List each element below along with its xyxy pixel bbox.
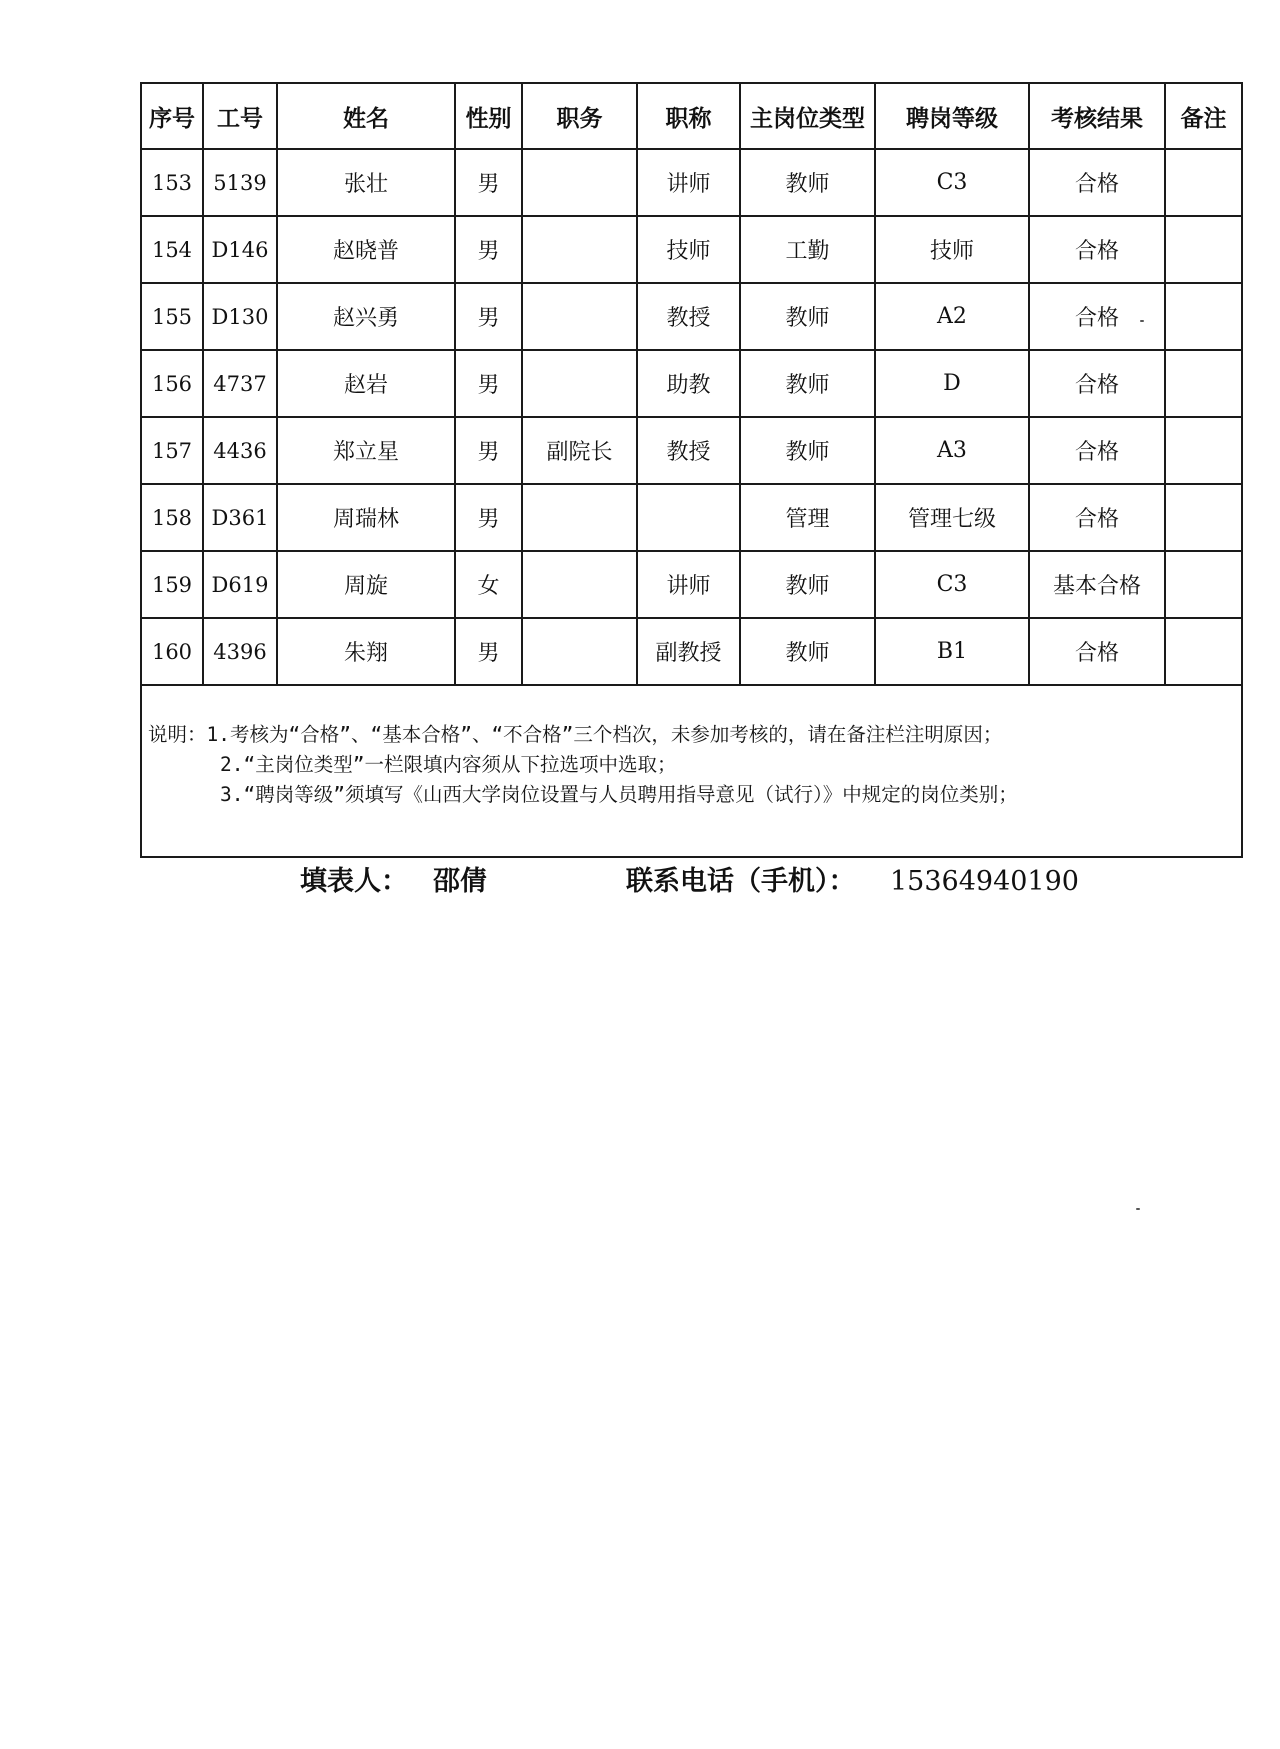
cell-no: 155 <box>141 283 203 350</box>
header-cell-grade: 聘岗等级 <box>875 83 1029 149</box>
assessment-table <box>140 82 1243 858</box>
table-body <box>141 149 1242 857</box>
cell-title: 副教授 <box>637 618 740 685</box>
table-row <box>141 149 1242 216</box>
phone-label: 联系电话（手机）： <box>626 866 856 897</box>
table-row <box>141 283 1242 350</box>
cell-remark <box>1165 484 1242 551</box>
table-row <box>141 618 1242 685</box>
cell-duty: 副院长 <box>522 417 637 484</box>
cell-name: 赵兴勇 <box>277 283 455 350</box>
assessment-sheet <box>140 82 1241 858</box>
cell-no: 159 <box>141 551 203 618</box>
cell-post-type: 教师 <box>740 618 875 685</box>
cell-name: 周瑞林 <box>277 484 455 551</box>
cell-name: 郑立星 <box>277 417 455 484</box>
cell-no: 157 <box>141 417 203 484</box>
cell-grade: A2 <box>875 283 1029 350</box>
cell-grade: B1 <box>875 618 1029 685</box>
cell-id: D619 <box>203 551 277 618</box>
header-cell-result: 考核结果 <box>1029 83 1165 149</box>
cell-grade: C3 <box>875 149 1029 216</box>
cell-result: 合格 <box>1029 149 1165 216</box>
cell-name: 周旋 <box>277 551 455 618</box>
cell-result: 基本合格 <box>1029 551 1165 618</box>
cell-post-type: 教师 <box>740 350 875 417</box>
cell-grade: 管理七级 <box>875 484 1029 551</box>
cell-remark <box>1165 417 1242 484</box>
cell-name: 赵晓普 <box>277 216 455 283</box>
filler-name: 邵倩 <box>433 866 487 897</box>
cell-name: 张壮 <box>277 149 455 216</box>
note-line-3: 3.“聘岗等级”须填写《山西大学岗位设置与人员聘用指导意见（试行）》中规定的岗位类别； <box>220 783 1018 806</box>
cell-title: 助教 <box>637 350 740 417</box>
header-cell-no: 序号 <box>141 83 203 149</box>
header-cell-gender: 性别 <box>455 83 522 149</box>
cell-post-type: 教师 <box>740 551 875 618</box>
note-line-2: 2.“主岗位类型”一栏限填内容须从下拉选项中选取； <box>220 753 677 776</box>
cell-duty <box>522 350 637 417</box>
header-cell-title: 职称 <box>637 83 740 149</box>
cell-result: 合格 <box>1029 350 1165 417</box>
cell-no: 154 <box>141 216 203 283</box>
table-row <box>141 417 1242 484</box>
form-footer <box>300 862 1200 902</box>
cell-title: 技师 <box>637 216 740 283</box>
cell-duty <box>522 149 637 216</box>
header-row <box>141 83 1242 149</box>
scan-speck <box>1136 1208 1140 1210</box>
cell-title: 讲师 <box>637 149 740 216</box>
cell-no: 156 <box>141 350 203 417</box>
cell-duty <box>522 618 637 685</box>
cell-id: 4737 <box>203 350 277 417</box>
cell-remark <box>1165 216 1242 283</box>
table-row <box>141 484 1242 551</box>
cell-no: 158 <box>141 484 203 551</box>
cell-remark <box>1165 283 1242 350</box>
table-row <box>141 551 1242 618</box>
cell-no: 153 <box>141 149 203 216</box>
cell-remark <box>1165 350 1242 417</box>
cell-remark <box>1165 149 1242 216</box>
notes-block <box>148 686 1233 810</box>
cell-gender: 男 <box>455 149 522 216</box>
cell-grade: D <box>875 350 1029 417</box>
header-cell-remark: 备注 <box>1165 83 1242 149</box>
cell-duty <box>522 551 637 618</box>
header-cell-post-type: 主岗位类型 <box>740 83 875 149</box>
cell-gender: 男 <box>455 618 522 685</box>
notes-cell <box>141 685 1242 857</box>
cell-gender: 男 <box>455 350 522 417</box>
cell-name: 赵岩 <box>277 350 455 417</box>
cell-result: 合格 <box>1029 216 1165 283</box>
filler-label: 填表人： <box>300 866 408 897</box>
cell-name: 朱翔 <box>277 618 455 685</box>
cell-title: 教授 <box>637 283 740 350</box>
cell-title: 教授 <box>637 417 740 484</box>
cell-no: 160 <box>141 618 203 685</box>
cell-result: 合格 <box>1029 417 1165 484</box>
table-row <box>141 350 1242 417</box>
cell-result: 合格 <box>1029 618 1165 685</box>
cell-post-type: 教师 <box>740 283 875 350</box>
cell-duty <box>522 484 637 551</box>
cell-duty <box>522 216 637 283</box>
header-cell-duty: 职务 <box>522 83 637 149</box>
notes-row <box>141 685 1242 857</box>
cell-id: D146 <box>203 216 277 283</box>
header-cell-id: 工号 <box>203 83 277 149</box>
cell-gender: 女 <box>455 551 522 618</box>
cell-result: 合格 <box>1029 484 1165 551</box>
cell-title: 讲师 <box>637 551 740 618</box>
cell-id: 4396 <box>203 618 277 685</box>
phone-value: 15364940190 <box>890 866 1079 897</box>
cell-id: 4436 <box>203 417 277 484</box>
cell-gender: 男 <box>455 283 522 350</box>
cell-remark <box>1165 618 1242 685</box>
cell-grade: C3 <box>875 551 1029 618</box>
header-cell-name: 姓名 <box>277 83 455 149</box>
cell-id: D130 <box>203 283 277 350</box>
cell-post-type: 管理 <box>740 484 875 551</box>
cell-duty <box>522 283 637 350</box>
table-header <box>141 83 1242 149</box>
cell-id: 5139 <box>203 149 277 216</box>
cell-post-type: 教师 <box>740 417 875 484</box>
cell-gender: 男 <box>455 484 522 551</box>
cell-gender: 男 <box>455 417 522 484</box>
cell-id: D361 <box>203 484 277 551</box>
cell-post-type: 教师 <box>740 149 875 216</box>
cell-grade: A3 <box>875 417 1029 484</box>
table-row <box>141 216 1242 283</box>
cell-gender: 男 <box>455 216 522 283</box>
cell-grade: 技师 <box>875 216 1029 283</box>
note-line-1: 说明：1.考核为“合格”、“基本合格”、“不合格”三个档次，未参加考核的，请在备注栏注明原因； <box>148 723 1003 746</box>
cell-post-type: 工勤 <box>740 216 875 283</box>
cell-title <box>637 484 740 551</box>
scan-speck <box>1140 320 1144 322</box>
cell-remark <box>1165 551 1242 618</box>
cell-result: 合格 <box>1029 283 1165 350</box>
